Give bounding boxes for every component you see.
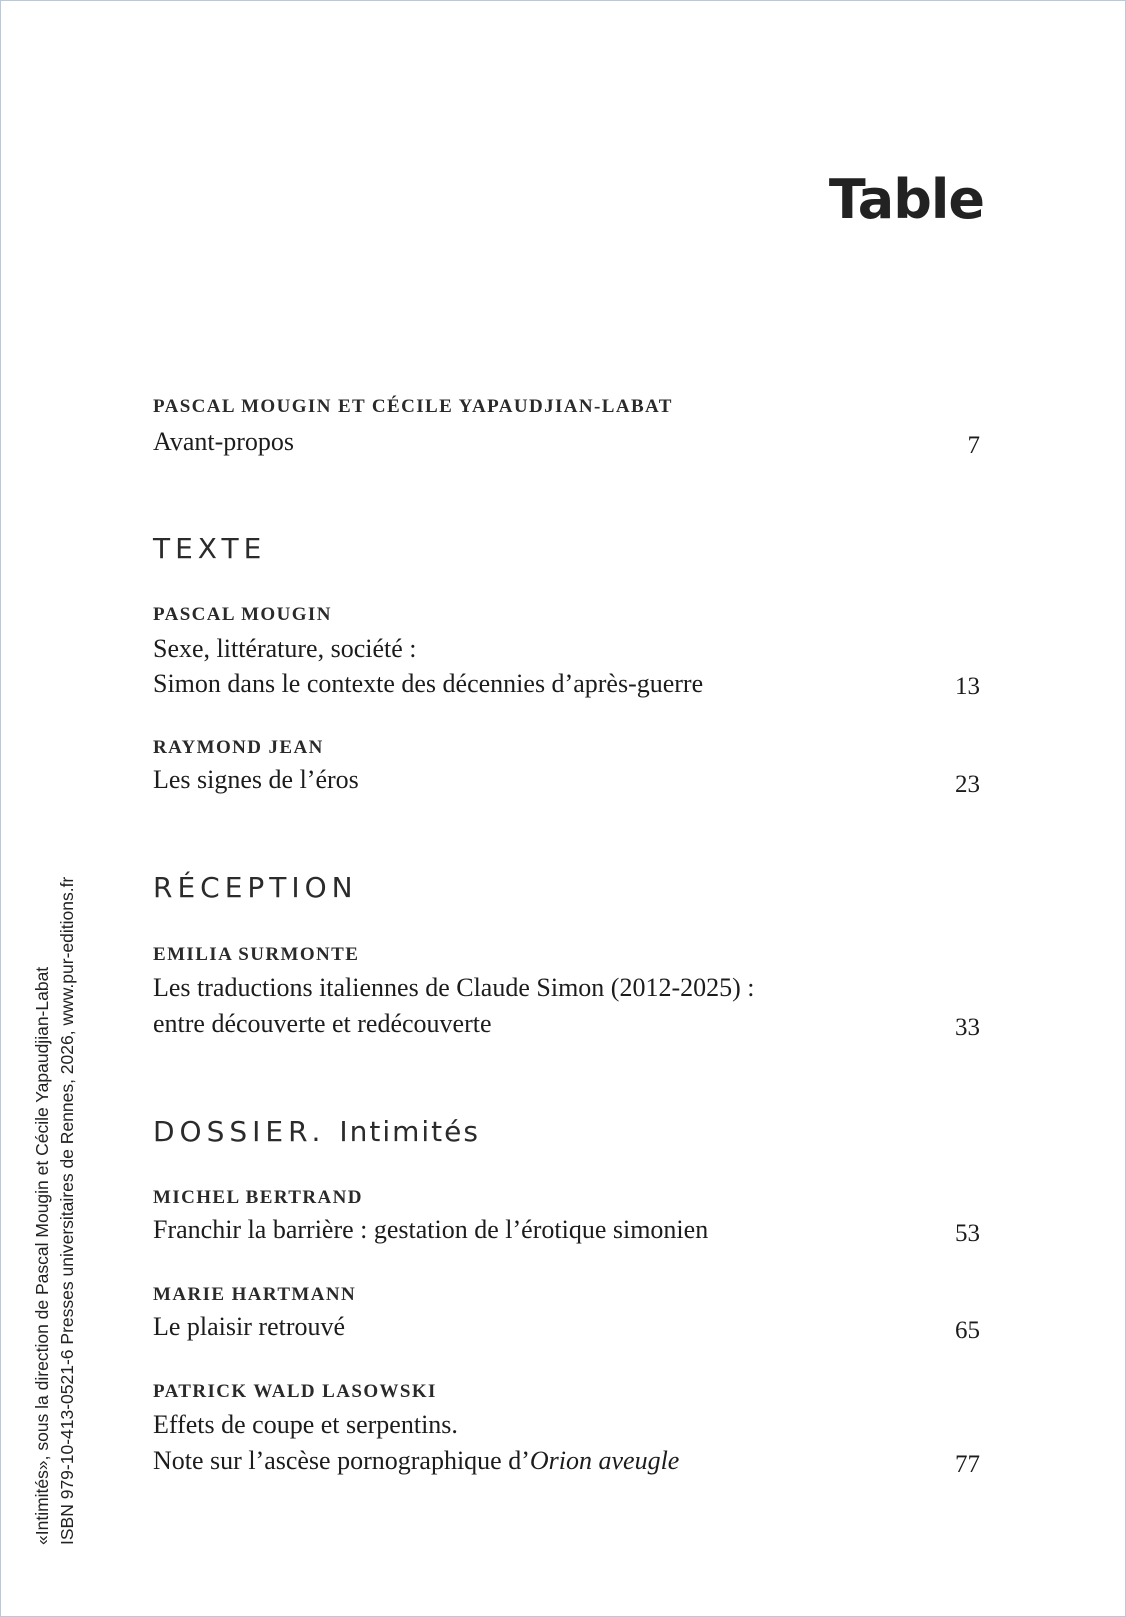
entry-title[interactable]: Avant-propos xyxy=(153,427,295,456)
entry-author: PATRICK WALD LASOWSKI xyxy=(153,1381,437,1402)
entry-title[interactable]: Sexe, littérature, société : xyxy=(153,634,417,663)
side-credit-line1: «Intimités», sous la direction de Pascal Mougin et Cécile Yapaudjian-Labat xyxy=(32,966,52,1545)
entry-page-number: 33 xyxy=(955,1014,980,1041)
entry-author: MICHEL BERTRAND xyxy=(153,1187,363,1208)
entry-title[interactable]: Franchir la barrière : gestation de l’érotique simonien xyxy=(153,1215,709,1244)
entry-title[interactable]: Les signes de l’éros xyxy=(153,765,359,794)
section-heading-dossier-sub: Intimités xyxy=(339,1115,480,1148)
section-heading-dossier xyxy=(153,1115,480,1148)
entry-author: PASCAL MOUGIN xyxy=(153,604,332,625)
section-heading-texte: TEXTE xyxy=(153,532,267,565)
entry-author: EMILIA SURMONTE xyxy=(153,944,360,965)
entry-page-number: 65 xyxy=(955,1317,980,1344)
page-title: Table xyxy=(828,168,984,231)
entry-page-number: 53 xyxy=(955,1220,980,1247)
entry-title[interactable]: Le plaisir retrouvé xyxy=(153,1312,346,1341)
entry-title[interactable]: Simon dans le contexte des décennies d’après-guerre xyxy=(153,669,704,698)
side-credit-line2: ISBN 979-10-413-0521-6 Presses universitaires de Rennes, 2026, www.pur-editions.fr xyxy=(57,876,77,1545)
entry-title[interactable]: Les traductions italiennes de Claude Simon (2012-2025) : xyxy=(153,973,755,1002)
entry-title[interactable]: Effets de coupe et serpentins. xyxy=(153,1410,458,1439)
section-heading-reception: RÉCEPTION xyxy=(153,871,358,904)
section-heading-dossier-label: DOSSIER. xyxy=(153,1115,326,1148)
entry-title-prefix: Note sur l’ascèse pornographique d’ xyxy=(153,1446,530,1475)
entry-author: PASCAL MOUGIN ET CÉCILE YAPAUDJIAN-LABAT xyxy=(153,396,673,417)
entry-title[interactable]: entre découverte et redécouverte xyxy=(153,1009,492,1038)
entry-title-italic: Orion aveugle xyxy=(529,1446,680,1475)
entry-title[interactable] xyxy=(153,1446,679,1476)
entry-page-number: 23 xyxy=(955,771,980,798)
side-credit xyxy=(30,725,80,1545)
entry-author: MARIE HARTMANN xyxy=(153,1284,357,1305)
entry-author: RAYMOND JEAN xyxy=(153,737,324,758)
entry-page-number: 77 xyxy=(955,1451,980,1478)
entry-page-number: 7 xyxy=(967,432,980,459)
entry-page-number: 13 xyxy=(955,673,980,700)
